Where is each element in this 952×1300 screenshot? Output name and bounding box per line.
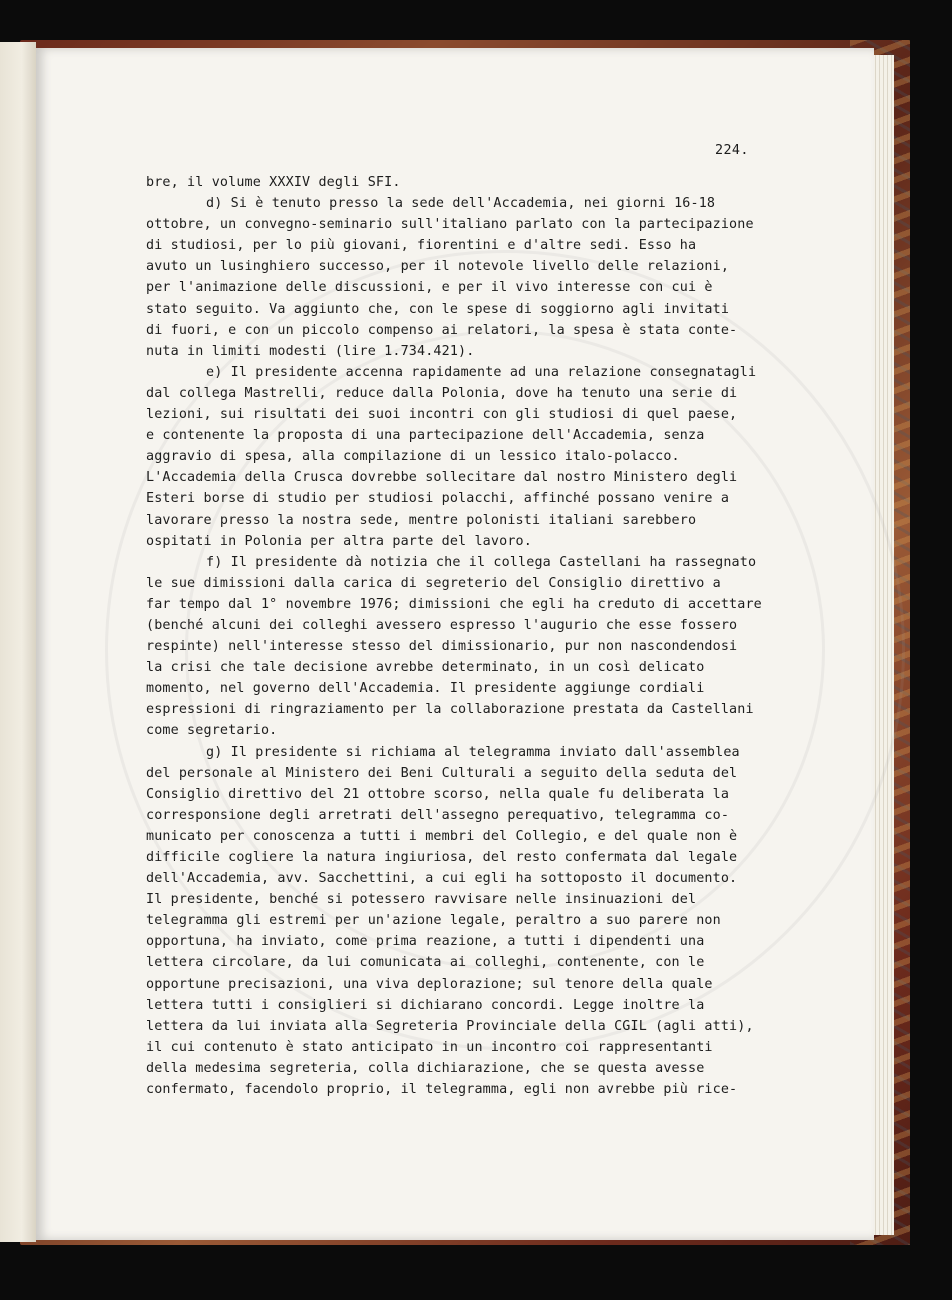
text-line: aggravio di spesa, alla compilazione di un lessico italo-polacco. [146, 449, 680, 465]
text-line: telegramma gli estremi per un'azione legale, peraltro a suo parere non [146, 913, 721, 929]
text-line: di studiosi, per lo più giovani, fiorentini e d'altre sedi. Esso ha [146, 238, 697, 254]
text-line: respinte) nell'interesse stesso del dimissionario, pur non nascondendosi [146, 639, 738, 655]
text-line: opportune precisazioni, una viva deplorazione; sul tenore della quale [146, 976, 713, 992]
text-line: le sue dimissioni dalla carica di segreterio del Consiglio direttivo a [146, 575, 721, 591]
text-line: ospitati in Polonia per altra parte del lavoro. [146, 533, 532, 549]
text-line: opportuna, ha inviato, come prima reazione, a tutti i dipendenti una [146, 934, 705, 950]
text-line: lettera da lui inviata alla Segreteria Provinciale della CGIL (agli atti), [146, 1018, 754, 1034]
text-line: e) Il presidente accenna rapidamente ad una relazione consegnatagli [206, 364, 757, 380]
text-line: e contenente la proposta di una partecipazione dell'Accademia, senza [146, 428, 705, 444]
text-line: ottobre, un convegno-seminario sull'italiano parlato con la partecipazione [146, 217, 754, 233]
text-line: bre, il volume XXXIV degli SFI. [146, 175, 401, 190]
text-line: nuta in limiti modesti (lire 1.734.421). [146, 343, 475, 359]
text-line: confermato, facendolo proprio, il telegramma, egli non avrebbe più rice- [146, 1082, 738, 1098]
text-line: corresponsione degli arretrati dell'assegno perequativo, telegramma co- [146, 807, 730, 823]
text-line: avuto un lusinghiero successo, per il notevole livello delle relazioni, [146, 259, 730, 275]
text-line: Esteri borse di studio per studiosi polacchi, affinché possano venire a [146, 491, 730, 507]
text-line: per l'animazione delle discussioni, e per il vivo interesse con cui è [146, 280, 713, 296]
text-line: di fuori, e con un piccolo compenso ai relatori, la spesa è stata conte- [146, 322, 738, 338]
text-line: lettera circolare, da lui comunicata ai colleghi, contenente, con le [146, 955, 705, 971]
text-line: stato seguito. Va aggiunto che, con le spese di soggiorno agli invitati [146, 301, 730, 317]
text-line: d) Si è tenuto presso la sede dell'Accademia, nei giorni 16-18 [206, 196, 716, 212]
text-line: g) Il presidente si richiama al telegramma inviato dall'assemblea [206, 744, 740, 760]
text-line: lavorare presso la nostra sede, mentre polonisti italiani sarebbero [146, 512, 697, 528]
text-line: Il presidente, benché si potessero ravvisare nelle insinuazioni del [146, 892, 697, 908]
page-number: 224. [715, 143, 749, 158]
text-line: lezioni, sui risultati dei suoi incontri con gli studiosi di quel paese, [146, 407, 738, 423]
text-line: del personale al Ministero dei Beni Culturali a seguito della seduta del [146, 765, 738, 781]
text-line: della medesima segreteria, colla dichiarazione, che se questa avesse [146, 1060, 705, 1076]
text-line: (benché alcuni dei colleghi avessero espresso l'augurio che esse fossero [146, 617, 738, 633]
text-line: la crisi che tale decisione avrebbe determinato, in un così delicato [146, 660, 705, 676]
text-line: difficile cogliere la natura ingiuriosa, del resto confermata dal legale [146, 850, 738, 865]
text-line: momento, nel governo dell'Accademia. Il presidente aggiunge cordiali [146, 681, 705, 697]
text-line: il cui contenuto è stato anticipato in un incontro coi rappresentanti [146, 1039, 713, 1055]
text-line: espressioni di ringraziamento per la collaborazione prestata da Castellani [146, 702, 754, 718]
text-line: L'Accademia della Crusca dovrebbe sollecitare dal nostro Ministero degli [146, 470, 738, 486]
text-line: lettera tutti i consiglieri si dichiarano concordi. Legge inoltre la [146, 997, 705, 1013]
text-line: f) Il presidente dà notizia che il collega Castellani ha rassegnato [206, 554, 757, 570]
text-line: dell'Accademia, avv. Sacchettini, a cui egli ha sottoposto il documento. [146, 871, 738, 887]
text-line: municato per conoscenza a tutti i membri del Collegio, e del quale non è [146, 828, 738, 844]
left-page-edge [0, 42, 36, 1242]
text-line: Consiglio direttivo del 21 ottobre scorso, nella quale fu deliberata la [146, 786, 730, 802]
text-line: dal collega Mastrelli, reduce dalla Polonia, dove ha tenuto una serie di [146, 385, 738, 401]
body-text [146, 172, 806, 1100]
text-line: come segretario. [146, 723, 278, 739]
text-line: far tempo dal 1° novembre 1976; dimissioni che egli ha creduto di accettare [146, 596, 762, 612]
